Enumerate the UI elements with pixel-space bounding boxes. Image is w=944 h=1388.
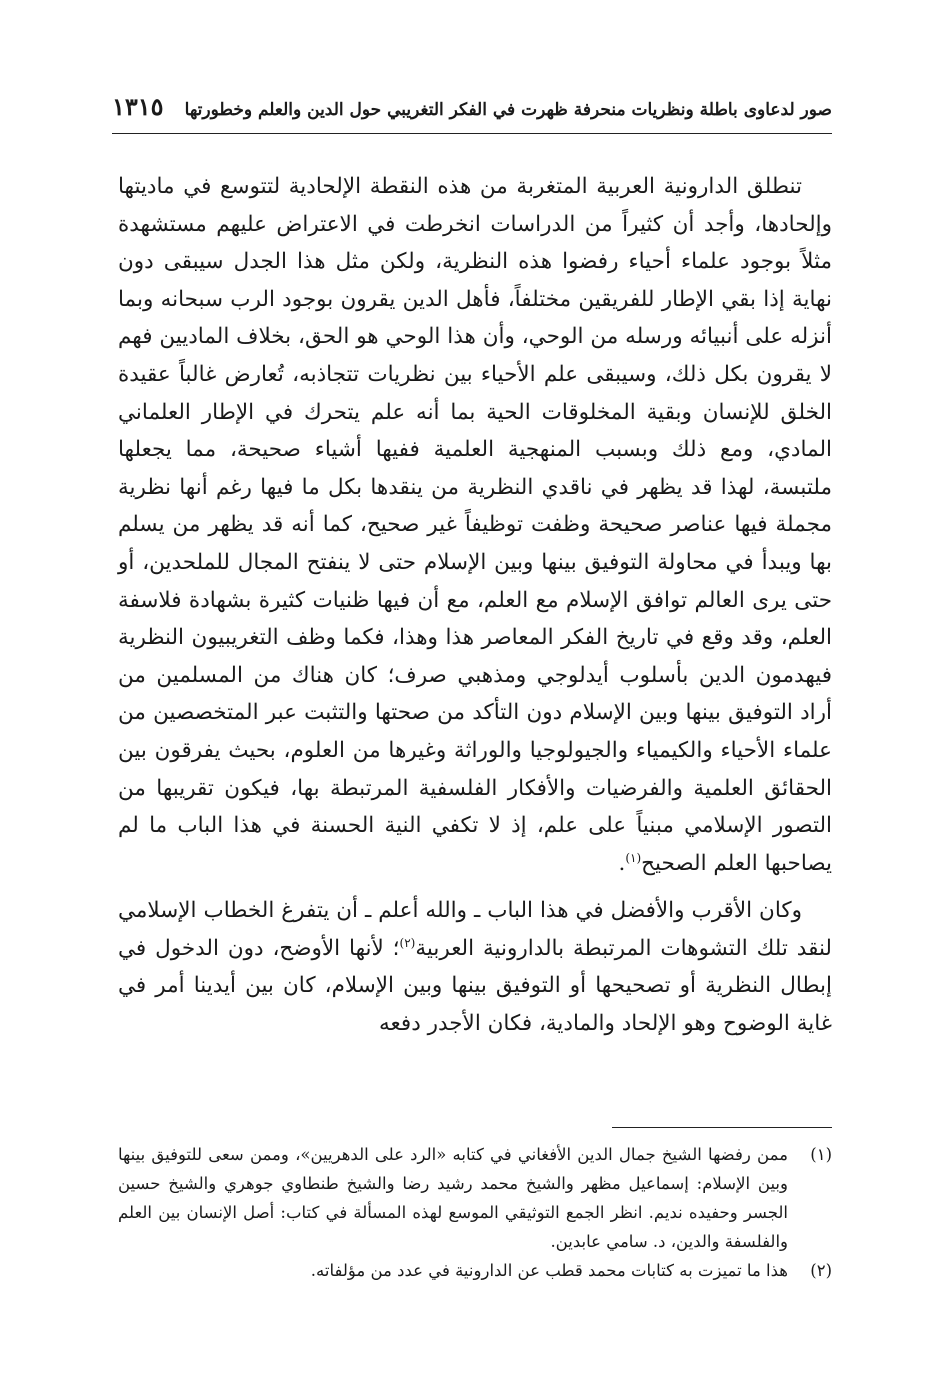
running-title: صور لدعاوى باطلة ونظريات منحرفة ظهرت في الفكر التغريبي حول الدين والعلم وخطورتها [184,100,832,120]
footnotes [118,1140,832,1285]
paragraph-1-end: . [618,850,626,876]
paragraph-1 [118,168,832,882]
footnote-2 [118,1256,832,1285]
paragraph-2-end: ؛ لأنها الأوضح، دون الدخول في إبطال النظرية أو تصحيحها أو التوفيق بينها وبين الإسلام، كان بين أيدينا أمر في غاية الوضوح وهو الإلحاد والمادية، فكان الأجدر دفعه [118,935,832,1037]
footnote-ref-1[interactable]: (١) [625,850,642,865]
footnote-2-text: هذا ما تميزت به كتابات محمد قطب عن الدارونية في عدد من مؤلفاته. [310,1261,788,1280]
footnote-1-text: ممن رفضها الشيخ جمال الدين الأفغاني في كتابه «الرد على الدهريين»، وممن سعى للتوفيق بينها وبين الإسلام: إسماعيل مظهر والشيخ محمد رشيد رضا والشيخ طنطاوي جوهري والشيخ حسين الجسر وحفيده نديم. انظر الجمع التوثيقي الموسع لهذه المسألة في كتاب: أصل الإنسان بين العلم والفلسفة والدين، د. سامي عابدين. [118,1145,788,1251]
footnote-1-number: (١) [810,1145,832,1164]
paragraph-2-text: وكان الأقرب والأفضل في هذا الباب ـ والله أعلم ـ أن يتفرغ الخطاب الإسلامي لنقد تلك التشوهات المرتبطة بالدارونية العربية [118,898,832,961]
main-text [118,168,832,1043]
header-divider [112,133,832,134]
paragraph-2 [118,892,832,1042]
page-number: ١٣١٥ [112,92,164,121]
running-header [112,86,832,126]
footnote-divider [612,1127,832,1128]
footnote-2-number: (٢) [810,1261,832,1280]
footnote-ref-2[interactable]: (٢) [399,935,416,950]
paragraph-1-text: تنطلق الدارونية العربية المتغربة من هذه النقطة الإلحادية لتتوسع في ماديتها وإلحادها، وأجد أن كثيراً من الدراسات انخرطت في الاعتراض عليهم مستشهدة مثلاً بوجود علماء أحياء رفضوا هذه النظرية، ولكن مثل هذا الجدل سيبقى دون نهاية إذا بقي الإطار للفريقين مختلفاً، فأهل الدين يقرون بوجود الرب سبحانه وبما أنزله على أنبيائه ورسله من الوحي، وأن هذا الوحي هو الحق، بخلاف الماديين فهم لا يقرون بكل ذلك، وسيبقى علم الأحياء بين نظريات تتجاذبه، تُعارض غالباً عقيدة الخلق للإنسان وبقية المخلوقات الحية بما أنه علم يتحرك في الإطار العلماني المادي، ومع ذلك وبسبب المنهجية العلمية ففيها أشياء صحيحة، مما يجعلها ملتبسة، لهذا قد يظهر في ناقدي النظرية من ينقدها بكل ما فيها رغم أنها نظرية مجملة فيها عناصر صحيحة وظفت توظيفاً غير صحيح، كما أنه قد يظهر من يسلم بها ويبدأ في محاولة التوفيق بينها وبين الإسلام حتى لا ينفتح المجال للملحدين، أو حتى يرى العالم توافق الإسلام مع العلم، مع أن فيها ظنيات كثيرة بشهادة فلاسفة العلم، وقد وقع في تاريخ الفكر المعاصر هذا وهذا، فكما وظف التغريبيون النظرية فيهدمون الدين بأسلوب أيدلوجي ومذهبي صرف؛ كان هناك من المسلمين من أراد التوفيق بينها وبين الإسلام دون التأكد من صحتها والتثبت عبر المتخصصين من علماء الأحياء والكيمياء والجيولوجيا والوراثة وغيرها من العلوم، بحيث يفرقون بين الحقائق العلمية والفرضيات والأفكار الفلسفية المرتبطة بها، فيكون تقريبها من التصور الإسلامي مبنياً على علم، إذ لا تكفي النية الحسنة في هذا الباب ما لم يصاحبها العلم الصحيح [118,174,832,876]
footnote-1 [118,1140,832,1256]
